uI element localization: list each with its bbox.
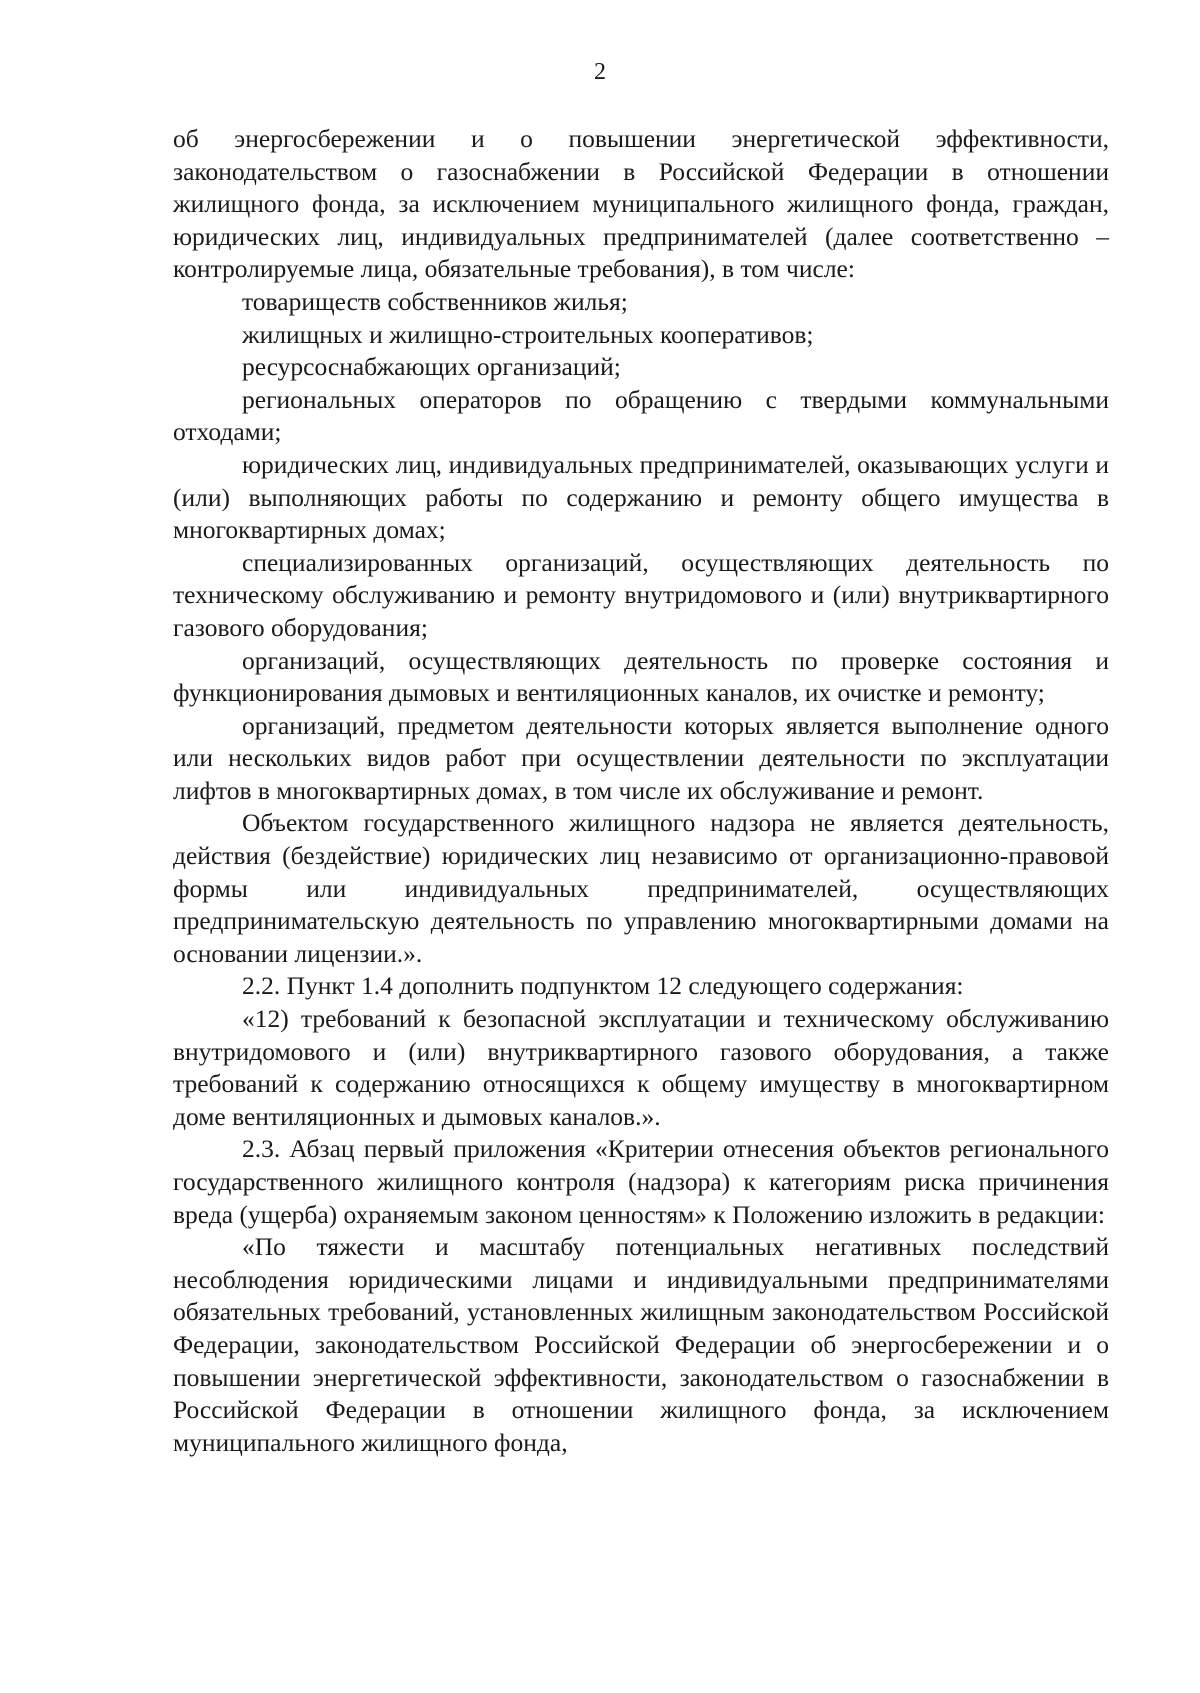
paragraph-exclusion: Объектом государственного жилищного надзора не является деятельность, действия (бездействие) юридических лиц независимо от организационно-правовой формы или индивидуальных предпринимателей, осуществляющих предпринимательскую деятельность по управлению многоквартирными домами на основании лицензии.». (173, 808, 1109, 968)
list-item-gas-equipment-organizations: специализированных организаций, осуществляющих деятельность по техническому обслуживанию и ремонту внутридомового и (или) внутриквартирного газового оборудования; (173, 547, 1109, 642)
list-item-elevator-organizations: организаций, предметом деятельности которых является выполнение одного или нескольких видов работ при осуществлении деятельности по эксплуатации лифтов в многоквартирных домах, в том числе их обслуживание и ремонт. (173, 710, 1109, 805)
paragraph-clause-2-3: 2.3. Абзац первый приложения «Критерии отнесения объектов регионального государственного жилищного контроля (надзора) к категориям риска причинения вреда (ущерба) охраняемым законом ценностям» к Положению изложить в редакции: (173, 1134, 1109, 1229)
page-number: 2 (594, 59, 606, 85)
list-item-hoa: товариществ собственников жилья; (242, 286, 628, 316)
list-item-service-providers: юридических лиц, индивидуальных предпринимателей, оказывающих услуги и (или) выполняющих работы по содержанию и ремонту общего имущества в многоквартирных домах; (173, 449, 1109, 545)
list-item-resource-suppliers: ресурсоснабжающих организаций; (242, 352, 621, 382)
document-body (173, 123, 1109, 1459)
paragraph-subclause-12: «12) требований к безопасной эксплуатации и техническому обслуживанию внутридомового и (или) внутриквартирного газового оборудования, а также требований к содержанию относящихся к общему имуществу в многоквартирном доме вентиляционных и дымовых каналов.». (173, 1004, 1109, 1131)
list-item-ventilation-organizations: организаций, осуществляющих деятельность по проверке состояния и функционирования дымовых и вентиляционных каналов, их очистке и ремонту; (173, 645, 1109, 708)
paragraph-quoted-text: «По тяжести и масштабу потенциальных негативных последствий несоблюдения юридическими лицами и индивидуальными предпринимателями обязательных требований, установленных жилищным законодательством Российской Федерации, законодательством Российской Федерации об энергосбережении и о повышении энергетической эффективности, законодательством о газоснабжении в Российской Федерации в отношении жилищного фонда, за исключением муниципального жилищного фонда, (173, 1232, 1109, 1457)
paragraph-continuation: об энергосбережении и о повышении энергетической эффективности, законодательством о газоснабжении в Российской Федерации в отношении жилищного фонда, за исключением муниципального жилищного фонда, граждан, юридических лиц, индивидуальных предпринимателей (далее соответственно – контролируемые лица, обязательные требования), в том числе: (173, 124, 1109, 284)
paragraph-clause-2-2: 2.2. Пункт 1.4 дополнить подпунктом 12 следующего содержания: (242, 971, 964, 1001)
list-item-cooperatives: жилищных и жилищно-строительных кооперативов; (242, 319, 814, 349)
list-item-waste-operators: региональных операторов по обращению с твердыми коммунальными отходами; (173, 384, 1109, 447)
